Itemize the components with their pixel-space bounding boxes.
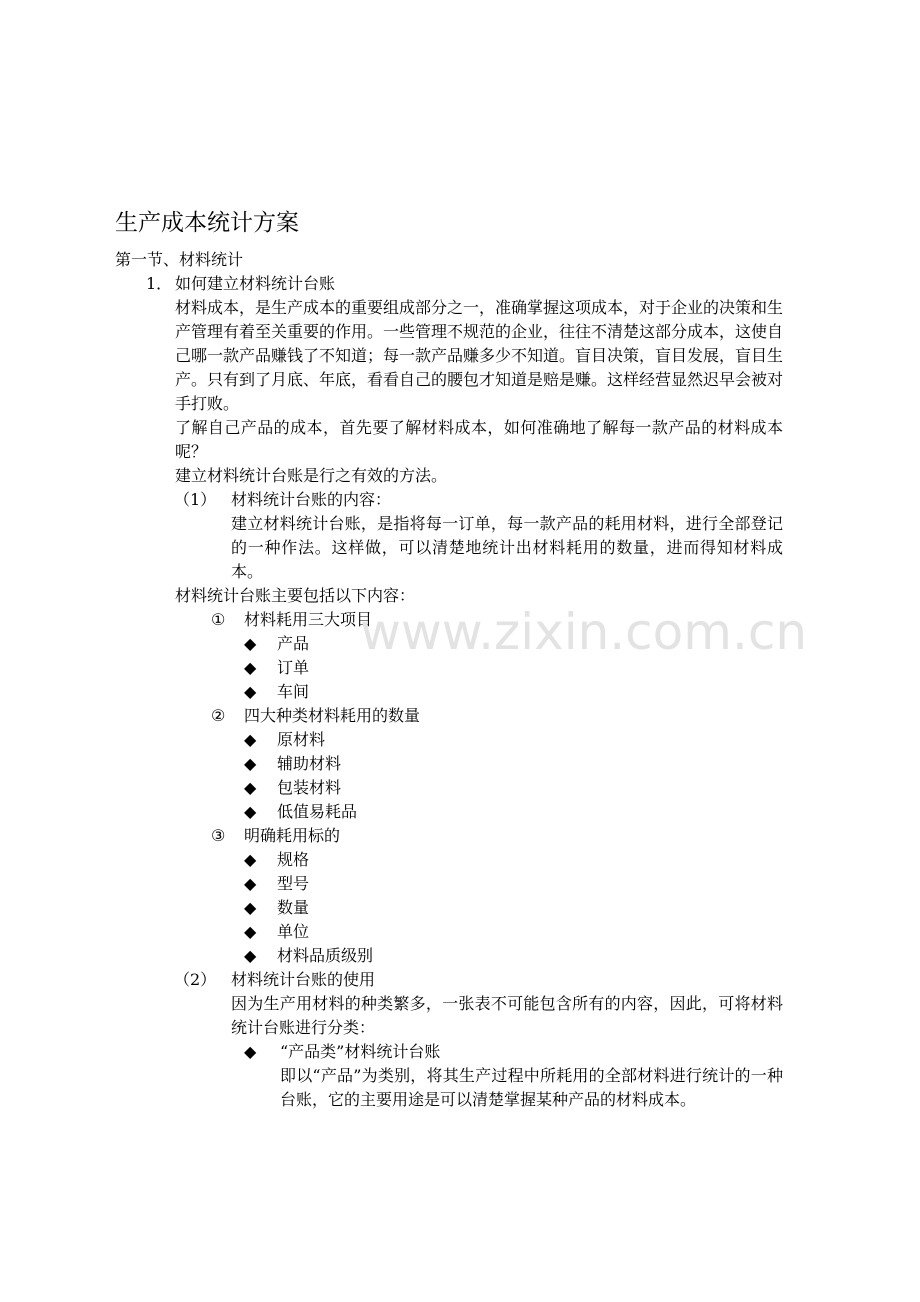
list-marker: ② bbox=[211, 706, 226, 725]
paragraph: 建立材料统计台账，是指将每一订单，每一款产品的耗用材料，进行全部登记的一种作法。这样做，可以清楚地统计出材料耗用的数量，进而得知材料成本。 bbox=[231, 514, 783, 581]
diamond-bullet-icon: ◆ bbox=[244, 1042, 257, 1061]
list-item: 产品 bbox=[277, 634, 310, 653]
list-group-label: 四大种类材料耗用的数量 bbox=[244, 706, 421, 725]
diamond-bullet-icon: ◆ bbox=[244, 658, 257, 677]
diamond-bullet-icon: ◆ bbox=[244, 778, 257, 797]
diamond-bullet-icon: ◆ bbox=[244, 898, 257, 917]
list-item: 数量 bbox=[277, 898, 310, 917]
diamond-bullet-icon: ◆ bbox=[244, 874, 257, 893]
list-item: 原材料 bbox=[277, 730, 326, 749]
list-marker: ① bbox=[211, 610, 226, 629]
list-group-label: 明确耗用标的 bbox=[244, 826, 341, 845]
paragraph: 了解自己产品的成本，首先要了解材料成本，如何准确地了解每一款产品的材料成本呢？ bbox=[175, 418, 783, 461]
list-marker: ③ bbox=[211, 826, 226, 845]
list-item: 低值易耗品 bbox=[277, 802, 358, 821]
item-heading: 如何建立材料统计台账 bbox=[175, 274, 336, 293]
list-item: 材料品质级别 bbox=[277, 946, 374, 965]
watermark: www.zixin.com.cn bbox=[360, 603, 808, 661]
paragraph: 即以“产品”为类别，将其生产过程中所耗用的全部材料进行统计的一种台账，它的主要用途是可以清楚掌握某种产品的材料成本。 bbox=[280, 1066, 783, 1109]
subsection-heading: 材料统计台账的内容： bbox=[231, 490, 392, 509]
paragraph: 材料成本，是生产成本的重要组成部分之一，准确掌握这项成本，对于企业的决策和生产管理有着至关重要的作用。一些管理不规范的企业，往往不清楚这部分成本，这使自己哪一款产品赚钱了不知道；每一款产品赚多少不知道。盲目决策，盲目发展，盲目生产。只有到了月底、年底，看看自己的腰包才知道是赔是赚。这样经营显然迟早会被对手打败。 bbox=[175, 298, 784, 413]
subsection-number: （1） bbox=[174, 490, 217, 509]
diamond-bullet-icon: ◆ bbox=[244, 634, 257, 653]
list-item: “产品类”材料统计台账 bbox=[280, 1042, 441, 1061]
list-item: 辅助材料 bbox=[277, 754, 342, 773]
item-number: 1． bbox=[146, 274, 173, 293]
diamond-bullet-icon: ◆ bbox=[244, 682, 257, 701]
diamond-bullet-icon: ◆ bbox=[244, 946, 257, 965]
diamond-bullet-icon: ◆ bbox=[244, 802, 257, 821]
paragraph: 因为生产用材料的种类繁多，一张表不可能包含所有的内容，因此，可将材料统计台账进行分类： bbox=[231, 994, 783, 1037]
list-item: 车间 bbox=[277, 682, 310, 701]
list-item: 单位 bbox=[277, 922, 310, 941]
list-item: 规格 bbox=[277, 850, 310, 869]
diamond-bullet-icon: ◆ bbox=[244, 922, 257, 941]
diamond-bullet-icon: ◆ bbox=[244, 850, 257, 869]
list-item: 订单 bbox=[277, 658, 310, 677]
list-group-label: 材料耗用三大项目 bbox=[244, 610, 373, 629]
subsection-number: （2） bbox=[174, 970, 217, 989]
list-item: 包装材料 bbox=[277, 778, 342, 797]
document-title: 生产成本统计方案 bbox=[115, 210, 299, 236]
list-intro: 材料统计台账主要包括以下内容： bbox=[175, 586, 416, 605]
diamond-bullet-icon: ◆ bbox=[244, 754, 257, 773]
diamond-bullet-icon: ◆ bbox=[244, 730, 257, 749]
subsection-heading: 材料统计台账的使用 bbox=[231, 970, 376, 989]
list-item: 型号 bbox=[277, 874, 310, 893]
section-heading: 第一节、材料统计 bbox=[115, 250, 244, 269]
paragraph: 建立材料统计台账是行之有效的方法。 bbox=[175, 466, 448, 485]
